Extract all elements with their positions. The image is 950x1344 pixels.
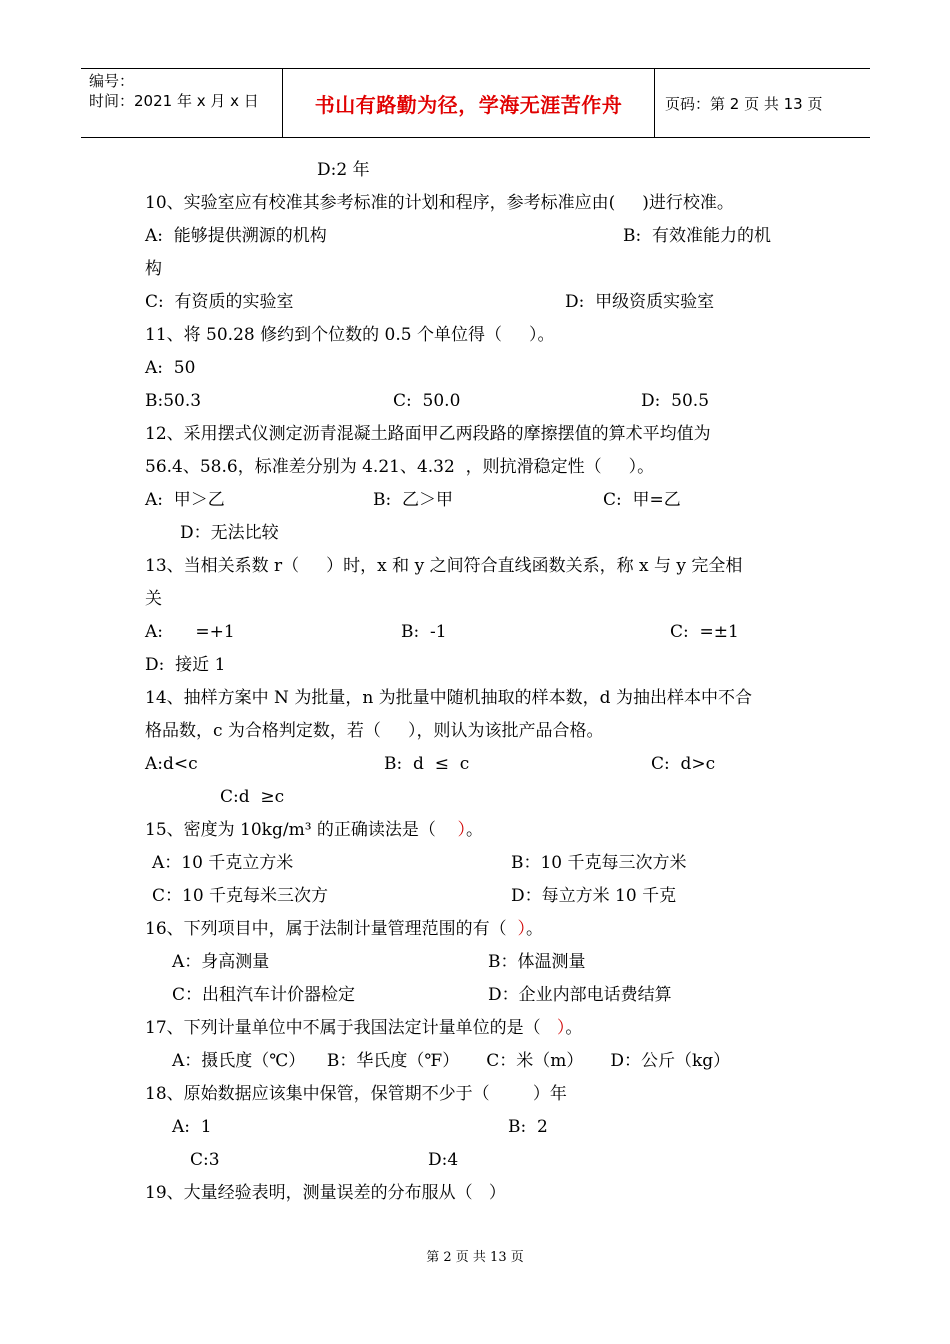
q17-options: A：摄氏度（℃） B：华氏度（℉） C：米（m） D：公斤（kg） [172,1051,731,1071]
q10-option-b-cont: 构 [145,259,162,279]
q15-option-a: A：10 千克立方米 [152,853,294,873]
q15-option-b: B：10 千克每三次方米 [511,853,687,873]
q13-option-c: C: =±1 [670,622,739,642]
header-motto: 书山有路勤为径，学海无涯苦作舟 [283,69,655,137]
q9-option-d: D:2 年 [317,160,370,180]
q11-option-c: C: 50.0 [393,391,461,411]
q16-option-a: A：身高测量 [172,952,270,972]
q13-option-b: B: -1 [401,622,447,642]
question-15-end: 。 [466,820,484,840]
q10-option-d: D: 甲级资质实验室 [565,292,715,312]
question-17 [145,1017,582,1039]
question-15-text: 15、密度为 10kg/m³ 的正确读法是（ [145,820,436,840]
q16-option-c: C：出租汽车计价器检定 [172,985,356,1005]
page-header [81,68,870,138]
q13-option-a: A: =+1 [145,622,235,642]
question-12: 12、采用摆式仪测定沥青混凝土路面甲乙两段路的摩擦摆值的算术平均值为 [145,424,711,444]
question-16-end: 。 [525,919,543,939]
q18-option-b: B: 2 [508,1117,548,1137]
question-16-text: 16、下列项目中，属于法制计量管理范围的有（ [145,919,507,939]
question-14: 14、抽样方案中 N 为批量，n 为批量中随机抽取的样本数，d 为抽出样本中不合 [145,688,752,708]
q18-option-a: A: 1 [172,1117,212,1137]
q15-option-c: C：10 千克每米三次方 [152,886,329,906]
number-label: 编号： [89,72,135,90]
question-17-text: 17、下列计量单位中不属于我国法定计量单位的是（ [145,1018,541,1038]
q14-option-c: C: d>c [651,754,716,774]
question-14-cont: 格品数，c 为合格判定数，若（ ），则认为该批产品合格。 [145,721,604,741]
q10-option-a: A: 能够提供溯源的机构 [145,226,327,246]
q16-option-b: B：体温测量 [488,952,586,972]
question-15 [145,819,483,841]
header-meta [81,69,283,137]
question-12-cont: 56.4、58.6，标准差分别为 4.21、4.32 ，则抗滑稳定性（ ）。 [145,457,655,477]
q10-option-b: B: 有效准能力的机 [623,226,772,246]
q15-option-d: D：每立方米 10 千克 [511,886,677,906]
question-11: 11、将 50.28 修约到个位数的 0.5 个单位得（ ）。 [145,325,555,345]
question-13: 13、当相关系数 r（ ）时，x 和 y 之间符合直线函数关系，称 x 与 y 完全相 [145,556,743,576]
question-17-end: 。 [565,1018,583,1038]
page-footer: 第 2 页 共 13 页 [426,1250,524,1265]
q11-option-a: A: 50 [145,358,196,378]
question-18: 18、原始数据应该集中保管，保管期不少于（ ）年 [145,1084,567,1104]
question-19: 19、大量经验表明，测量误差的分布服从（ ） [145,1183,506,1203]
q18-option-c: C:3 [190,1150,220,1170]
q10-option-c: C: 有资质的实验室 [145,292,294,312]
question-16 [145,918,543,940]
q11-option-d: D: 50.5 [641,391,710,411]
question-10: 10、实验室应有校准其参考标准的计划和程序，参考标准应由( )进行校准。 [145,193,734,213]
q18-option-d: D:4 [428,1150,459,1170]
q12-option-c: C: 甲=乙 [603,490,681,510]
question-17-answer-paren: ） [556,1018,566,1038]
q14-option-d: C:d ≥c [220,787,285,807]
header-page-number: 页码：第 2 页 共 13 页 [665,94,823,113]
q14-option-a: A:d<c [145,754,198,774]
q12-option-d: D：无法比较 [180,523,279,543]
q12-option-b: B: 乙＞甲 [373,490,454,510]
q11-option-b: B:50.3 [145,391,202,411]
question-15-answer-paren: ） [457,820,467,840]
q13-option-d: D: 接近 1 [145,655,226,675]
q12-option-a: A: 甲＞乙 [145,490,225,510]
question-16-answer-paren: ） [517,919,526,939]
q16-option-d: D：企业内部电话费结算 [488,985,672,1005]
question-13-cont: 关 [145,589,162,609]
q14-option-b: B: d ≤ c [384,754,470,774]
date-label: 时间：2021 年 x 月 x 日 [89,92,259,110]
